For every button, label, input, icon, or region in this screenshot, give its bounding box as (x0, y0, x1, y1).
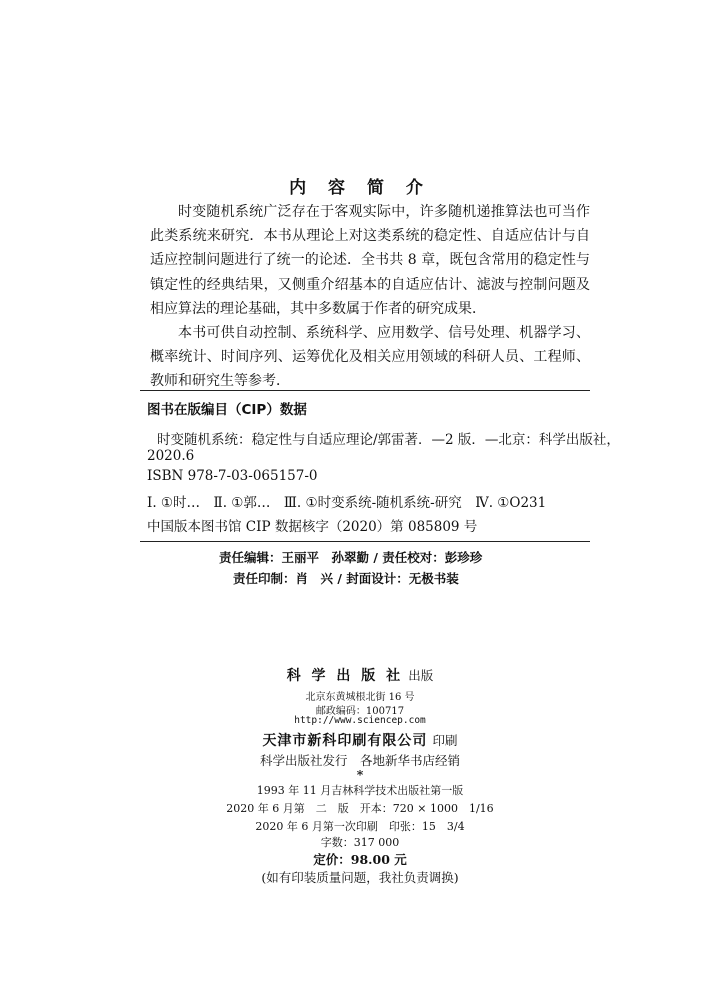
printer-name: 天津市新科印刷有限公司 (262, 733, 428, 749)
intro-paragraph-2: 本书可供自动控制、系统科学、应用数学、信号处理、机器学习、概率统计、时间序列、运筹优化及相关应用领域的科研人员、工程师、教师和研究生等参考． (150, 325, 590, 390)
publisher-name-line (0, 665, 720, 685)
cip-header: 图书在版编目（CIP）数据 (147, 402, 307, 418)
cip-isbn: ISBN 978-7-03-065157-0 (147, 468, 318, 484)
staff-line-1: 责任编辑：王丽平 孙翠勤 / 责任校对：彭珍珍 (219, 550, 483, 565)
publisher-name-suffix: 出版 (408, 668, 434, 683)
cip-classification: Ⅰ. ①时… Ⅱ. ①郭… Ⅲ. ①时变系统-随机系统-研究 Ⅳ. ①O231 (147, 495, 547, 511)
quality-notice: (如有印装质量问题，我社负责调换) (261, 870, 459, 885)
publisher-address: 北京东黄城根北街 16 号 (305, 692, 415, 703)
publisher-url: http://www.sciencep.com (294, 715, 426, 726)
cip-line-2: 2020.6 (147, 448, 195, 464)
staff-line-2: 责任印制：肖 兴 / 封面设计：无极书装 (233, 571, 459, 586)
cip-line-1: 时变随机系统：稳定性与自适应理论/郭雷著．—2 版．—北京：科学出版社， (157, 432, 620, 448)
cip-block (140, 390, 620, 542)
publisher-name: 科 学 出 版 社 (286, 668, 404, 684)
word-count: 字数：317 000 (320, 836, 400, 849)
separator-star: * (356, 767, 364, 782)
printer-line (0, 730, 720, 750)
price: 定价：98.00 元 (313, 852, 407, 867)
intro-paragraph-1: 时变随机系统广泛存在于客观实际中，许多随机递推算法也可当作此类系统来研究．本书从理论上对这类系统的稳定性、自适应估计与自适应控制问题进行了统一的论述．全书共 8 章，既包含常用的稳定性与镇定性的经典结果，又侧重介绍基本的自适应估计、滤波与控制问题及相应算法的理论基础，其中多数属于作者的研究成果． (150, 204, 590, 317)
edition-second: 2020 年 6 月第 二 版 开本：720 × 1000 1/16 (226, 802, 494, 815)
edition-first: 1993 年 11 月吉林科学技术出版社第一版 (256, 784, 464, 797)
intro-text (150, 200, 590, 394)
distribution: 科学出版社发行 各地新华书店经销 (259, 753, 460, 768)
intro-title: 内 容 简 介 (289, 178, 431, 198)
printer-suffix: 印刷 (432, 733, 458, 748)
cip-record: 中国版本图书馆 CIP 数据核字（2020）第 085809 号 (147, 519, 478, 535)
publisher-postcode: 邮政编码：100717 (315, 706, 405, 717)
print-info: 2020 年 6 月第一次印刷 印张：15 3/4 (255, 820, 465, 833)
